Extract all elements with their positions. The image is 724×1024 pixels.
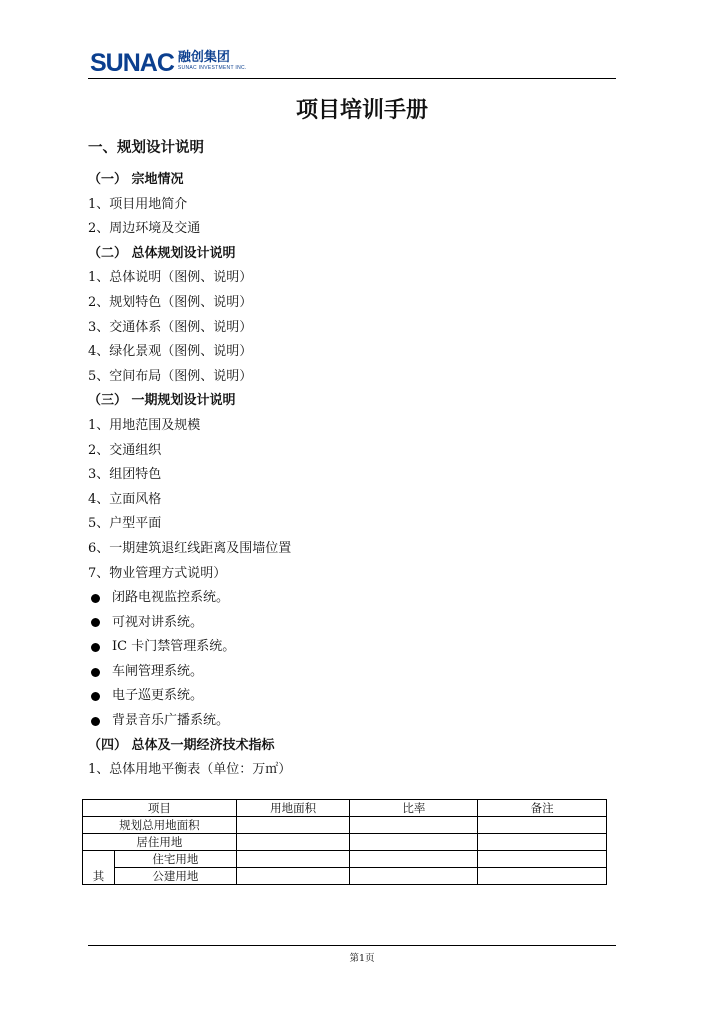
list-item: 5、户型平面 [88, 516, 162, 532]
table-cell [350, 817, 478, 834]
list-item: 1、总体说明（图例、说明） [88, 270, 253, 286]
list-item: 6、一期建筑退红线距离及围墙位置 [88, 540, 292, 556]
subsection-heading: （二） 总体规划设计说明 [88, 245, 236, 261]
list-item: 4、立面风格 [88, 491, 162, 507]
table-cell [350, 851, 478, 868]
subsection-heading: （三） 一期规划设计说明 [88, 393, 236, 409]
table-cell [236, 834, 350, 851]
list-item: 7、物业管理方式说明） [88, 565, 227, 581]
bullet-dot-icon [91, 692, 100, 701]
logo-chinese-name: 融创集团 [177, 50, 230, 65]
table-header-row [83, 800, 607, 817]
bullet-dot-icon [91, 717, 100, 726]
table-row [83, 817, 607, 834]
table-cell [236, 868, 350, 885]
bullet-dot-icon [91, 668, 100, 677]
logo-text-block [178, 50, 247, 71]
land-balance-table [82, 799, 607, 885]
table-cell [478, 851, 607, 868]
table-header-cell: 备注 [478, 800, 607, 817]
table-group-label: 其 [83, 851, 115, 885]
table-cell [350, 834, 478, 851]
table-cell [236, 817, 350, 834]
bullet-item [88, 635, 628, 660]
bullet-dot-icon [91, 618, 100, 627]
list-item: 3、交通体系（图例、说明） [88, 319, 253, 335]
table-cell [478, 817, 607, 834]
bullet-text: 可视对讲系统。 [112, 614, 204, 630]
company-logo [90, 50, 247, 78]
list-item: 5、空间布局（图例、说明） [88, 368, 253, 384]
table-header-cell: 项目 [83, 800, 237, 817]
header-divider [88, 78, 616, 79]
list-item: 1、总体用地平衡表（单位：万㎡） [88, 762, 292, 778]
list-item: 2、规划特色（图例、说明） [88, 294, 253, 310]
logo-english-name: SUNAC INVESTMENT INC. [177, 65, 247, 71]
subsection-heading: （四） 总体及一期经济技术指标 [88, 737, 275, 753]
list-item: 4、绿化景观（图例、说明） [88, 344, 253, 360]
table-row [83, 868, 607, 885]
table-row [83, 851, 607, 868]
table-cell [478, 834, 607, 851]
bullet-item [88, 586, 628, 611]
list-item: 3、组团特色 [88, 467, 162, 483]
section-heading: 一、规划设计说明 [88, 140, 204, 156]
bullet-text: 车闸管理系统。 [112, 663, 204, 679]
bullet-text: 电子巡更系统。 [112, 688, 204, 704]
list-item: 2、周边环境及交通 [88, 221, 201, 237]
table-row-label: 规划总用地面积 [83, 817, 237, 834]
table-cell [478, 868, 607, 885]
bullet-dot-icon [91, 643, 100, 652]
bullet-item [88, 660, 628, 685]
bullet-item [88, 684, 628, 709]
bullet-text: 闭路电视监控系统。 [112, 590, 230, 606]
list-item: 2、交通组织 [88, 442, 162, 458]
bullet-dot-icon [91, 594, 100, 603]
table-cell [236, 851, 350, 868]
outline-list [88, 168, 628, 783]
table-row-label: 居住用地 [83, 834, 237, 851]
bullet-text: 背景音乐广播系统。 [112, 713, 230, 729]
list-item: 1、项目用地简介 [88, 196, 188, 212]
page-number: 第1页 [349, 953, 375, 964]
list-item: 1、用地范围及规模 [88, 417, 201, 433]
table-header-cell: 比率 [350, 800, 478, 817]
document-title: 项目培训手册 [295, 98, 428, 123]
table-row-label: 公建用地 [114, 868, 236, 885]
footer-divider [88, 945, 616, 946]
table-header-cell: 用地面积 [236, 800, 350, 817]
table-row-label: 住宅用地 [114, 851, 236, 868]
subsection-heading: （一） 宗地情况 [88, 172, 184, 187]
bullet-item [88, 709, 628, 734]
bullet-text: IC 卡门禁管理系统。 [112, 639, 236, 655]
logo-wordmark: SUNAC [90, 49, 174, 77]
table-row [83, 834, 607, 851]
table-cell [350, 868, 478, 885]
bullet-item [88, 611, 628, 636]
